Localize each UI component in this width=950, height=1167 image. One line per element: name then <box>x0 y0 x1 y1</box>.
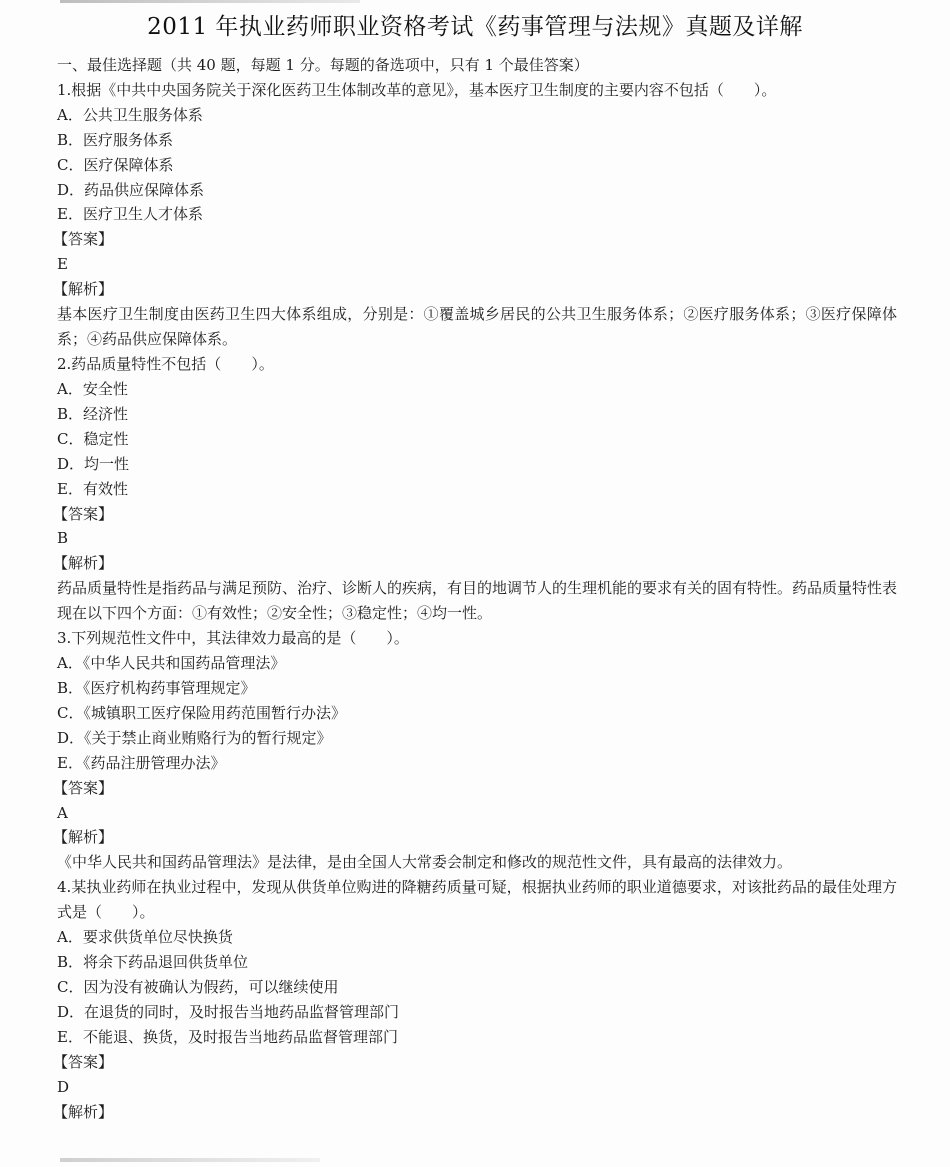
option-d: D．药品供应保障体系 <box>57 180 205 199</box>
question-stem: 4.某执业药师在执业过程中，发现从供货单位购进的降糖药质量可疑，根据执业药师的职业道德要求，对该批药品的最佳处理方式是（ ）。 <box>57 878 897 922</box>
option-e: E．有效性 <box>57 479 128 498</box>
answer-value: E <box>57 255 68 274</box>
option-c: C．因为没有被确认为假药，可以继续使用 <box>57 978 339 997</box>
previous-page-edge <box>60 0 360 3</box>
analysis-text: 基本医疗卫生制度由医药卫生四大体系组成，分别是：①覆盖城乡居民的公共卫生服务体系；②医疗服务体系；③医疗保障体系；④药品供应保障体系。 <box>57 305 897 349</box>
analysis-text: 药品质量特性是指药品与满足预防、治疗、诊断人的疾病，有目的地调节人的生理机能的要求有关的固有特性。药品质量特性表现在以下四个方面：①有效性；②安全性；③稳定性；④均一性。 <box>57 579 898 623</box>
option-d: D．均一性 <box>57 454 130 473</box>
question-stem: 2.药品质量特性不包括（ ）。 <box>57 355 274 374</box>
option-c: C．《城镇职工医疗保险用药范围暂行办法》 <box>57 703 346 722</box>
question-stem: 1.根据《中共中央国务院关于深化医药卫生体制改革的意见》，基本医疗卫生制度的主要内容不包括（ ）。 <box>57 80 777 99</box>
exam-content <box>53 53 898 1125</box>
page-title: 2011 年执业药师职业资格考试《药事管理与法规》真题及详解 <box>147 14 803 40</box>
option-a: A．公共卫生服务体系 <box>57 105 203 124</box>
option-b: B．经济性 <box>57 404 129 423</box>
question-stem: 3.下列规范性文件中，其法律效力最高的是（ ）。 <box>57 629 409 648</box>
analysis-label: 【解析】 <box>53 828 114 847</box>
question-3 <box>53 626 897 875</box>
section-heading: 一、最佳选择题（共 40 题，每题 1 分。每题的备选项中，只有 1 个最佳答案） <box>57 56 589 74</box>
analysis-label: 【解析】 <box>53 554 114 573</box>
option-e: E．《药品注册管理办法》 <box>57 753 226 772</box>
answer-label: 【答案】 <box>53 230 114 249</box>
question-2 <box>53 352 898 626</box>
option-c: C．医疗保障体系 <box>57 155 174 174</box>
option-e: E．医疗卫生人才体系 <box>57 205 203 224</box>
answer-value: A <box>57 803 68 822</box>
answer-label: 【答案】 <box>53 504 114 523</box>
option-e: E．不能退、换货，及时报告当地药品监督管理部门 <box>57 1028 398 1046</box>
option-c: C．稳定性 <box>57 429 129 448</box>
option-a: A．《中华人民共和国药品管理法》 <box>57 654 286 673</box>
answer-label: 【答案】 <box>53 1052 114 1071</box>
option-b: B．将余下药品退回供货单位 <box>57 953 249 972</box>
option-d: D．在退货的同时，及时报告当地药品监督管理部门 <box>57 1003 400 1022</box>
next-page-edge <box>60 1158 320 1162</box>
option-a: A．安全性 <box>57 379 128 398</box>
option-a: A．要求供货单位尽快换货 <box>57 928 233 947</box>
option-b: B．《医疗机构药事管理规定》 <box>57 679 256 698</box>
answer-value: D <box>57 1077 70 1096</box>
option-d: D．《关于禁止商业贿赂行为的暂行规定》 <box>57 728 332 747</box>
option-b: B．医疗服务体系 <box>57 130 174 149</box>
analysis-label: 【解析】 <box>53 280 114 299</box>
question-1 <box>53 78 897 352</box>
question-4 <box>53 875 897 1124</box>
answer-label: 【答案】 <box>53 778 114 797</box>
answer-value: B <box>57 529 69 548</box>
analysis-label: 【解析】 <box>53 1102 114 1121</box>
analysis-text: 《中华人民共和国药品管理法》是法律，是由全国人大常委会制定和修改的规范性文件，具有最高的法律效力。 <box>57 853 793 872</box>
